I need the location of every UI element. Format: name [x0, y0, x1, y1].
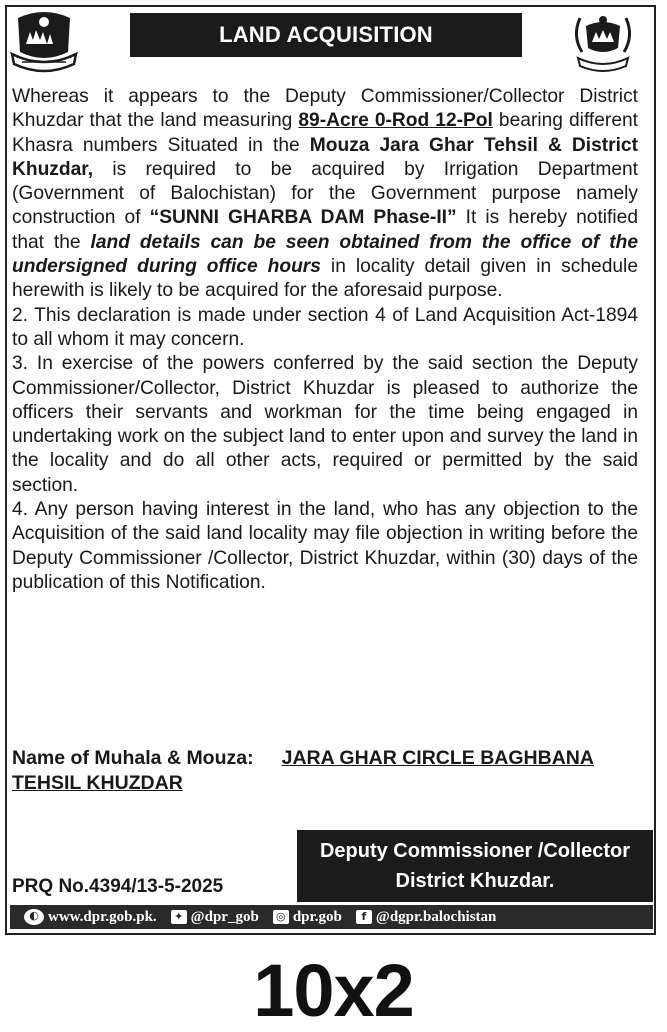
paragraph-3: 3. In exercise of the powers conferred by the said section the Deputy Commissioner/Collector, District Khuzdar is pleased to authorize the officers their servants and workman for the time being engaged in undertaking work on the subject land to enter upon and survey the land in the locality and do all other acts, required or permitted by the said section.: [12, 353, 638, 496]
mouza-name: Mouza Jara Ghar Tehsil & District Khuzdar,: [12, 134, 638, 180]
land-area: 89-Acre 0-Rod 12-Pol: [298, 110, 493, 132]
footer-bar: [10, 905, 653, 929]
paragraph-1: Whereas it appears to the Deputy Commissioner/Collector District Khuzdar that the land measuring 89-Acre 0-Rod 12-Pol bearing different Khasra numbers Situated in the Mouza Jara Ghar Tehsil & District Khuzdar, is required to be acquired by Irrigation Department (Government of Balochistan) for the Government purpose namely construction of “SUNNI GHARBA DAM Phase-II” It is hereby notified that the land details can be seen obtained from the office of the undersigned during office hours in locality detail given in schedule herewith is likely to be acquired for the aforesaid purpose.: [12, 86, 638, 302]
balochistan-emblem-logo: [8, 8, 80, 76]
muhala-label: Name of Muhala & Mouza:: [12, 747, 254, 769]
paragraph-4: 4. Any person having interest in the land, who has any objection to the Acquisition of the said land locality may file objection in writing before the Deputy Commissioner /Collector, District Khuzdar, within (30) days of the publication of this Notification.: [12, 499, 638, 593]
footer-facebook[interactable]: f @dgpr.balochistan: [356, 909, 497, 926]
project-name: “SUNNI GHARBA DAM Phase-II”: [149, 207, 457, 229]
muhala-value-line1: JARA GHAR CIRCLE BAGHBANA: [281, 747, 594, 769]
twitter-icon: ✦: [171, 910, 187, 924]
globe-icon: ◐: [24, 909, 44, 925]
facebook-icon: f: [356, 910, 372, 924]
footer-twitter[interactable]: ✦ @dpr_gob: [171, 909, 259, 926]
notice-body: [12, 85, 638, 595]
signature-district: District Khuzdar.: [395, 870, 555, 892]
muhala-mouza: [12, 746, 652, 796]
page-title: LAND ACQUISITION: [130, 13, 522, 57]
signature-block: [297, 830, 653, 902]
government-balochistan-logo: [568, 8, 638, 76]
paragraph-2: 2. This declaration is made under section 4 of Land Acquisition Act-1894 to all whom it may concern.: [12, 304, 638, 350]
footer-website[interactable]: ◐ www.dpr.gob.pk.: [10, 909, 157, 926]
ad-size-label: 10x2: [253, 949, 414, 1032]
instagram-icon: ◎: [273, 910, 289, 924]
footer-instagram[interactable]: ◎ dpr.gob: [273, 909, 342, 926]
prq-number: PRQ No.4394/13-5-2025: [12, 876, 224, 897]
signature-title: Deputy Commissioner /Collector: [319, 840, 631, 862]
muhala-value-line2: TEHSIL KHUZDAR: [12, 772, 183, 794]
land-details-notice: land details can be seen obtained from the office of the undersigned during office hours: [12, 231, 638, 278]
